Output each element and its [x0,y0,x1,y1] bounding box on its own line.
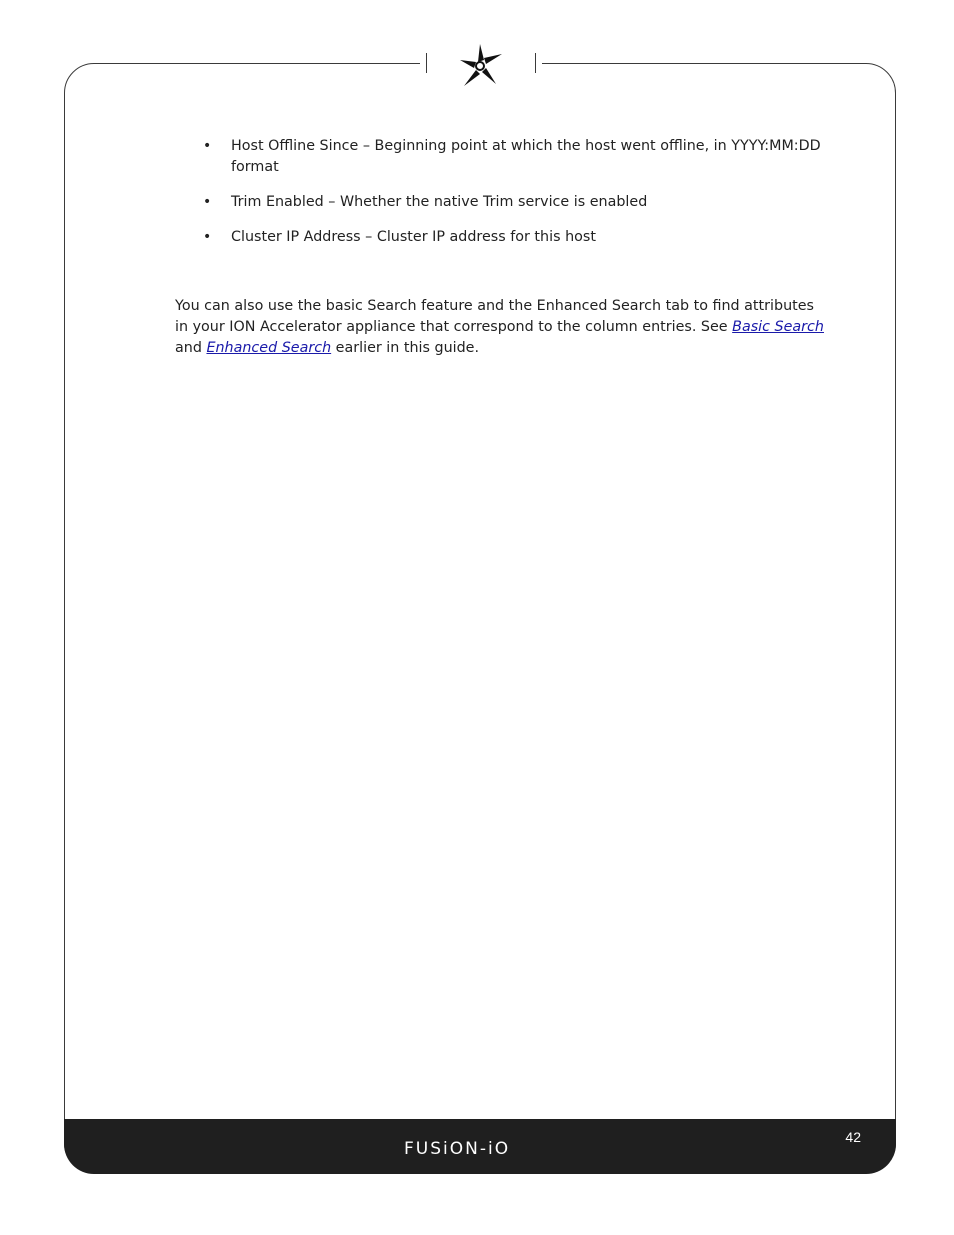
list-item [175,192,830,213]
main-content [175,136,830,373]
list-item-text: Trim Enabled – Whether the native Trim service is enabled [231,194,648,210]
list-item-text: Host Offline Since – Beginning point at which the host went offline, in YYYY:MM:DD format [231,138,821,175]
paragraph-text: You can also use the basic Search feature and the Enhanced Search tab to find attributes in your ION Accelerator appliance that correspond to the column entries. See [175,298,814,335]
brand-logo: FUSiON-iO [404,1139,511,1159]
basic-search-link[interactable]: Basic Search [732,319,824,335]
bullet-icon: • [203,138,212,154]
bullet-icon: • [203,229,212,245]
enhanced-search-link[interactable]: Enhanced Search [206,340,332,356]
bullet-icon: • [203,194,212,210]
footer-bar [64,1119,896,1174]
header-tick-right [535,53,536,73]
fusion-io-star-emblem-icon [452,40,508,90]
paragraph-text: and [175,340,207,356]
header-tick-left [426,53,427,73]
list-item-text: Cluster IP Address – Cluster IP address for this host [231,229,596,245]
list-item [175,227,830,248]
attribute-list [175,136,830,248]
page-number: 42 [845,1129,861,1145]
paragraph-text: earlier in this guide. [331,340,480,356]
search-paragraph [175,296,830,359]
list-item [175,136,830,178]
